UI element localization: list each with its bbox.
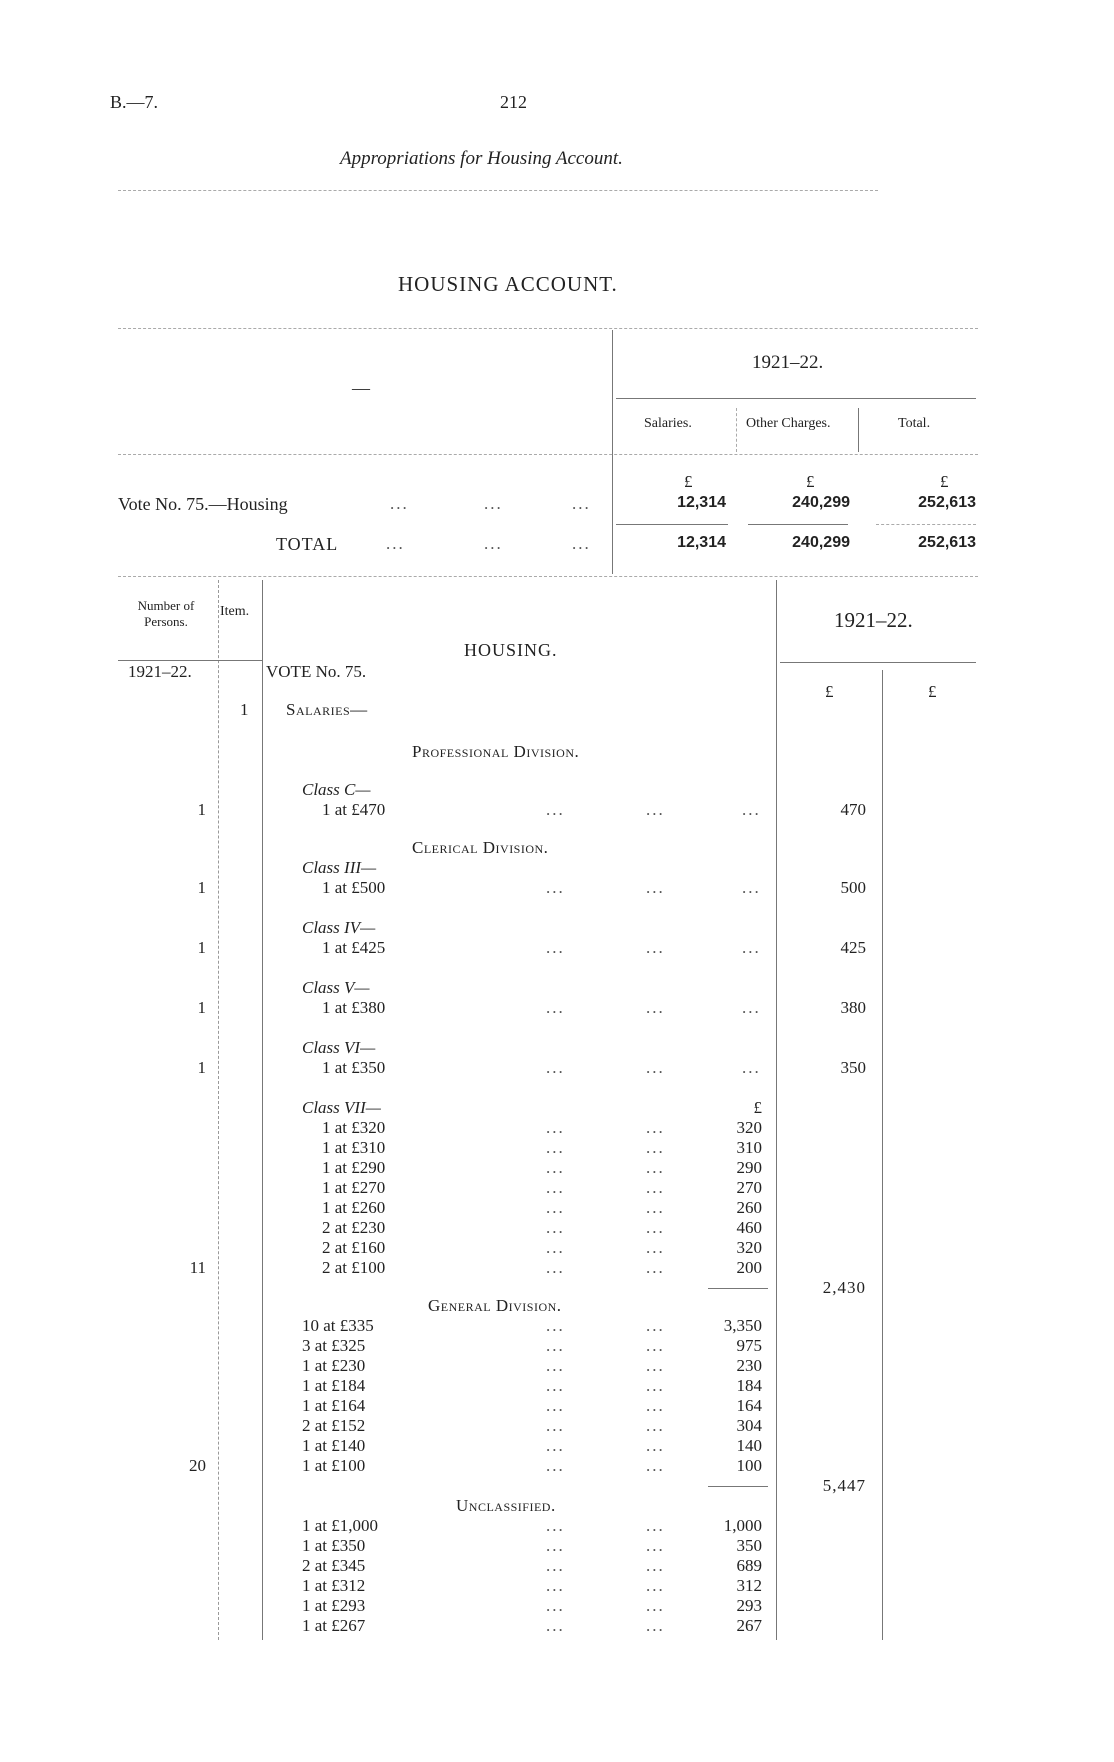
pound-sign: £: [940, 472, 949, 491]
row-amount: 3,350: [723, 1316, 762, 1335]
col-other-header: Other Charges.: [746, 416, 831, 431]
row-amount: 310: [736, 1138, 762, 1157]
class-vii-subtotal: 2,430: [822, 1278, 866, 1297]
class-amount: 380: [840, 998, 866, 1017]
class-name: Class III—: [302, 858, 377, 877]
row-amount: 460: [736, 1218, 762, 1237]
row-amount: 304: [736, 1416, 762, 1435]
summary-top-rule: [118, 328, 978, 329]
leader-dots: ...: [546, 1316, 565, 1335]
amount-total-divider: [882, 670, 883, 1640]
leader-dots: ...: [742, 1058, 761, 1077]
row-amount: 260: [736, 1198, 762, 1217]
leader-dots: ...: [546, 1258, 565, 1277]
vote-heading: VOTE No. 75.: [266, 662, 367, 681]
col-item: Item.: [220, 604, 250, 619]
division-heading: Professional Division.: [412, 742, 580, 761]
leader-dots: ...: [646, 1376, 665, 1395]
subtotal-rule: [708, 1288, 768, 1289]
header-rule: [118, 190, 878, 191]
persons-count: 20: [189, 1456, 206, 1475]
leader-dots: ...: [646, 1416, 665, 1435]
leader-dots: ...: [646, 1616, 665, 1635]
class-name: Class VI—: [302, 1038, 376, 1057]
leader-dots: ...: [646, 1596, 665, 1615]
pound-sign: £: [806, 472, 815, 491]
leader-dots: ...: [742, 998, 761, 1017]
page-reference: B.—7.: [110, 92, 159, 112]
persons-count: 1: [197, 800, 206, 819]
row-line: 1 at £184: [302, 1376, 366, 1395]
row-line: 1 at £1,000: [302, 1516, 379, 1535]
total-total: 252,613: [918, 534, 976, 551]
leader-dots: ...: [546, 878, 565, 897]
row-amount: 100: [736, 1456, 762, 1475]
row-line: 10 at £335: [302, 1316, 374, 1335]
item-desc-divider: [262, 580, 263, 1640]
leader-dots: ...: [646, 1058, 665, 1077]
row-amount: 270: [736, 1178, 762, 1197]
detail-year: 1921–22.: [834, 608, 913, 632]
sum-rule: [748, 524, 848, 525]
col-divider-1: [736, 408, 737, 452]
row-line: 1 at £312: [302, 1576, 366, 1595]
subtotal-rule: [708, 1486, 768, 1487]
leader-dots: ...: [646, 1218, 665, 1237]
leader-dots: ...: [646, 998, 665, 1017]
row-amount: 689: [736, 1556, 762, 1575]
leader-dots: ...: [546, 1456, 565, 1475]
row-line: 2 at £345: [302, 1556, 366, 1575]
class-name: Class C—: [302, 780, 371, 799]
leader-dots: ...: [546, 1198, 565, 1217]
row-line: 1 at £140: [302, 1436, 366, 1455]
leader-dots: ...: [742, 878, 761, 897]
col-total-header: Total.: [898, 416, 931, 431]
leader-dots: ...: [546, 1396, 565, 1415]
sum-rule: [616, 524, 728, 525]
total-other-charges: 240,299: [792, 534, 850, 551]
leader-dots: ...: [572, 534, 591, 553]
leader-dots: ...: [546, 800, 565, 819]
class-amount: 350: [840, 1058, 866, 1077]
leader-dots: ...: [646, 1118, 665, 1137]
housing-heading: HOUSING.: [464, 640, 558, 660]
class-line: 1 at £350: [322, 1058, 386, 1077]
leader-dots: ...: [572, 494, 591, 513]
leader-dots: ...: [546, 1118, 565, 1137]
row-amount: 230: [736, 1356, 762, 1375]
division-heading: General Division.: [428, 1296, 562, 1315]
row-amount: 140: [736, 1436, 762, 1455]
page-number: 212: [500, 92, 527, 112]
summary-stub-dash: —: [352, 378, 370, 398]
row-line: 2 at £100: [322, 1258, 386, 1277]
row-line: 1 at £290: [322, 1158, 386, 1177]
row-amount: 200: [736, 1258, 762, 1277]
leader-dots: ...: [386, 534, 405, 553]
leader-dots: ...: [546, 1616, 565, 1635]
row-amount: 267: [736, 1616, 762, 1635]
leader-dots: ...: [646, 1316, 665, 1335]
leader-dots: ...: [546, 938, 565, 957]
vote-total: 252,613: [918, 494, 976, 511]
col-divider-2: [858, 408, 859, 452]
persons-count: 1: [197, 938, 206, 957]
leader-dots: ...: [390, 494, 409, 513]
row-line: 2 at £160: [322, 1238, 386, 1257]
persons-year: 1921–22.: [128, 662, 192, 681]
leader-dots: ...: [646, 800, 665, 819]
leader-dots: ...: [646, 1436, 665, 1455]
row-line: 1 at £293: [302, 1596, 366, 1615]
row-line: 3 at £325: [302, 1336, 366, 1355]
row-line: 1 at £230: [302, 1356, 366, 1375]
leader-dots: ...: [646, 1576, 665, 1595]
vote-label: Vote No. 75.—Housing: [118, 494, 288, 514]
row-line: 2 at £230: [322, 1218, 386, 1237]
leader-dots: ...: [646, 1258, 665, 1277]
running-title: Appropriations for Housing Account.: [340, 148, 623, 169]
leader-dots: ...: [546, 1158, 565, 1177]
class-line: 1 at £425: [322, 938, 386, 957]
leader-dots: ...: [546, 1238, 565, 1257]
leader-dots: ...: [646, 1356, 665, 1375]
leader-dots: ...: [546, 1516, 565, 1535]
desc-amount-divider: [776, 580, 777, 1640]
row-amount: 293: [736, 1596, 762, 1615]
pound-sign: £: [825, 682, 834, 701]
salaries-heading: Salaries—: [286, 700, 368, 719]
row-line: 2 at £152: [302, 1416, 366, 1435]
pound-sign: £: [753, 1098, 762, 1117]
summary-stub-divider: [612, 330, 613, 574]
row-amount: 320: [736, 1238, 762, 1257]
leader-dots: ...: [546, 1536, 565, 1555]
general-subtotal: 5,447: [822, 1476, 866, 1495]
leader-dots: ...: [546, 1596, 565, 1615]
class-amount: 470: [840, 800, 866, 819]
leader-dots: ...: [646, 938, 665, 957]
row-amount: 290: [736, 1158, 762, 1177]
header-underline: [118, 660, 262, 661]
summary-title: HOUSING ACCOUNT.: [398, 272, 618, 296]
total-salaries: 12,314: [677, 534, 726, 551]
leader-dots: ...: [546, 1576, 565, 1595]
division-heading: Unclassified.: [456, 1496, 556, 1515]
class-name: Class VII—: [302, 1098, 381, 1117]
leader-dots: ...: [646, 1516, 665, 1535]
leader-dots: ...: [646, 1178, 665, 1197]
pound-sign: £: [928, 682, 937, 701]
row-amount: 184: [736, 1376, 762, 1395]
leader-dots: ...: [646, 1238, 665, 1257]
row-amount: 312: [736, 1576, 762, 1595]
leader-dots: ...: [742, 800, 761, 819]
class-amount: 425: [840, 938, 866, 957]
row-amount: 1,000: [723, 1516, 762, 1535]
row-line: 1 at £260: [322, 1198, 386, 1217]
leader-dots: ...: [484, 534, 503, 553]
persons-count: 11: [189, 1258, 206, 1277]
sum-rule: [876, 524, 976, 525]
leader-dots: ...: [546, 1436, 565, 1455]
leader-dots: ...: [546, 1218, 565, 1237]
row-line: 1 at £164: [302, 1396, 366, 1415]
class-amount: 500: [840, 878, 866, 897]
leader-dots: ...: [646, 1158, 665, 1177]
leader-dots: ...: [546, 1376, 565, 1395]
row-line: 1 at £270: [322, 1178, 386, 1197]
leader-dots: ...: [546, 1356, 565, 1375]
summary-year-rule: [616, 398, 976, 399]
class-line: 1 at £470: [322, 800, 386, 819]
leader-dots: ...: [546, 1058, 565, 1077]
leader-dots: ...: [646, 1336, 665, 1355]
leader-dots: ...: [646, 1138, 665, 1157]
persons-count: 1: [197, 1058, 206, 1077]
row-amount: 164: [736, 1396, 762, 1415]
persons-count: 1: [197, 878, 206, 897]
pound-sign: £: [684, 472, 693, 491]
vote-other-charges: 240,299: [792, 494, 850, 511]
leader-dots: ...: [646, 1536, 665, 1555]
vote-salaries: 12,314: [677, 494, 726, 511]
division-heading: Clerical Division.: [412, 838, 549, 857]
class-name: Class V—: [302, 978, 370, 997]
persons-count: 1: [197, 998, 206, 1017]
leader-dots: ...: [546, 1556, 565, 1575]
leader-dots: ...: [646, 1396, 665, 1415]
col-number-of-persons: Number of Persons.: [137, 598, 195, 629]
item-number: 1: [240, 700, 249, 719]
summary-header-rule: [118, 454, 978, 455]
row-line: 1 at £310: [322, 1138, 386, 1157]
row-amount: 320: [736, 1118, 762, 1137]
leader-dots: ...: [546, 1138, 565, 1157]
leader-dots: ...: [546, 998, 565, 1017]
total-label: TOTAL: [276, 534, 339, 554]
row-line: 1 at £267: [302, 1616, 366, 1635]
leader-dots: ...: [484, 494, 503, 513]
leader-dots: ...: [646, 878, 665, 897]
class-line: 1 at £380: [322, 998, 386, 1017]
leader-dots: ...: [546, 1416, 565, 1435]
row-amount: 350: [736, 1536, 762, 1555]
row-line: 1 at £320: [322, 1118, 386, 1137]
col-salaries-header: Salaries.: [644, 416, 692, 431]
persons-item-divider: [218, 580, 219, 1640]
leader-dots: ...: [646, 1456, 665, 1475]
row-line: 1 at £350: [302, 1536, 366, 1555]
leader-dots: ...: [646, 1198, 665, 1217]
summary-bottom-rule: [118, 576, 978, 577]
class-name: Class IV—: [302, 918, 376, 937]
class-line: 1 at £500: [322, 878, 386, 897]
leader-dots: ...: [742, 938, 761, 957]
year-underline: [780, 662, 976, 663]
leader-dots: ...: [646, 1556, 665, 1575]
summary-year: 1921–22.: [752, 352, 824, 373]
row-line: 1 at £100: [302, 1456, 366, 1475]
leader-dots: ...: [546, 1178, 565, 1197]
leader-dots: ...: [546, 1336, 565, 1355]
row-amount: 975: [736, 1336, 762, 1355]
